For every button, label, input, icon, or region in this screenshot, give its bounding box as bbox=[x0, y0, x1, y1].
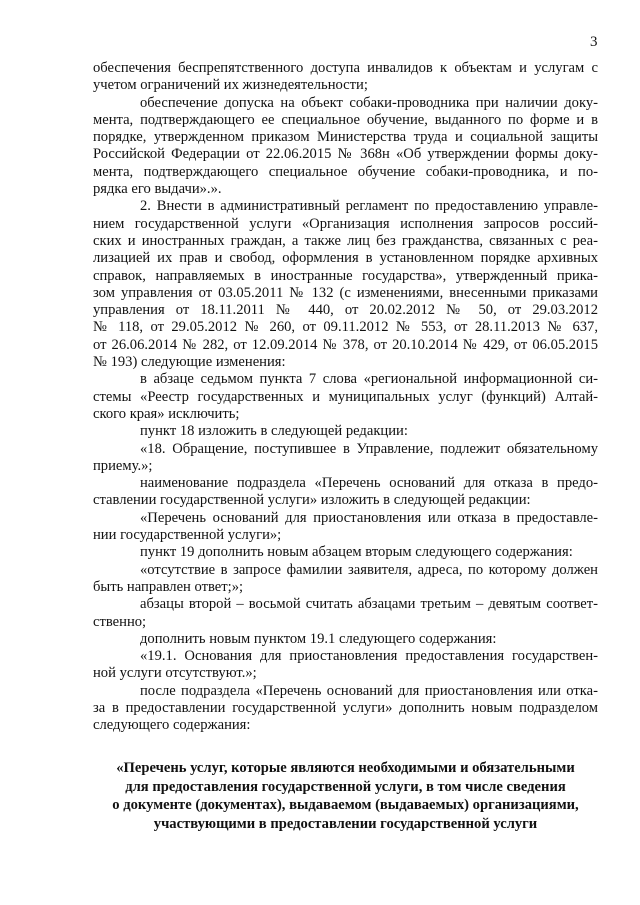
text-line: № 193) следующие изменения: bbox=[93, 354, 286, 371]
text-line: ной услуги отсутствуют.»; bbox=[93, 665, 257, 682]
heading-line: участвующими в предоставлении государственной услуги bbox=[153, 815, 538, 832]
text-line: № 118, от 29.05.2012 № 260, от 09.11.2012 № 553, от 28.11.2013 № 637, bbox=[93, 319, 598, 336]
text-line: Российской Федерации от 22.06.2015 № 368н «Об утверждении формы доку- bbox=[93, 146, 598, 163]
text-line: быть направлен ответ;»; bbox=[93, 578, 244, 595]
text-line: дополнить новым пунктом 19.1 следующего содержания: bbox=[140, 630, 497, 647]
document-body bbox=[93, 60, 598, 735]
heading-line: о документе (документах), выдаваемом (выдаваемых) организациями, bbox=[112, 797, 579, 813]
text-line: стемы «Реестр государственных и муниципальных услуг (функций) Алтай- bbox=[93, 388, 598, 405]
text-line: ских и иностранных граждан, а также лиц без гражданства, связанных с реа- bbox=[93, 232, 598, 249]
text-line: следующего содержания: bbox=[93, 717, 251, 734]
text-line: абзацы второй – восьмой считать абзацами третьим – девятым соответ- bbox=[140, 596, 598, 613]
text-line: обеспечения беспрепятственного доступа инвалидов к объектам и услугам с bbox=[93, 60, 598, 76]
text-line: лизацией их прав и свобод, оформления в установленном порядке архивных bbox=[93, 250, 598, 267]
heading-line: для предоставления государственной услуги, в том числе сведения bbox=[125, 778, 566, 795]
text-line: за в предоставлении государственной услуги» дополнить новым подразделом bbox=[93, 699, 598, 716]
text-line: «19.1. Основания для приостановления предоставления государствен- bbox=[140, 648, 598, 665]
text-line: «отсутствие в запросе фамилии заявителя, адреса, по которому должен bbox=[140, 561, 598, 578]
text-line: порядке, утвержденном приказом Министерства труда и социальной защиты bbox=[93, 129, 598, 146]
text-line: от 26.06.2014 № 282, от 12.09.2014 № 378, от 20.10.2014 № 429, от 06.05.2015 bbox=[93, 336, 598, 353]
text-line: ского края» исключить; bbox=[93, 405, 240, 422]
text-line: «18. Обращение, поступившее в Управление, подлежит обязательному bbox=[140, 440, 598, 457]
text-line: ставлении государственной услуги» изложить в следующей редакции: bbox=[93, 492, 531, 509]
text-line: «Перечень оснований для приостановления или отказа в предоставле- bbox=[140, 509, 598, 526]
text-line: управления от 18.11.2011 № 440, от 20.02.2012 № 50, от 29.03.2012 bbox=[93, 302, 598, 319]
text-line: наименование подраздела «Перечень оснований для отказа в предо- bbox=[140, 475, 598, 492]
text-line: мента, подтверждающего специальное обучение собаки-проводника, и по- bbox=[93, 163, 598, 180]
text-line: зом управления от 03.05.2011 № 132 (с изменениями, внесенными приказами bbox=[93, 284, 598, 301]
text-line: после подраздела «Перечень оснований для приостановления или отка- bbox=[140, 682, 598, 699]
text-line: нием государственной услуги «Организация исполнения запросов россий- bbox=[93, 215, 598, 232]
text-line: в абзаце седьмом пункта 7 слова «региональной информационной си- bbox=[140, 371, 598, 388]
text-line: обеспечение допуска на объект собаки-проводника при наличии доку- bbox=[140, 94, 598, 111]
page-number: 3 bbox=[590, 34, 598, 50]
text-line: пункт 19 дополнить новым абзацем вторым следующего содержания: bbox=[140, 544, 573, 561]
text-line: учетом ограничений их жизнедеятельности; bbox=[93, 77, 368, 94]
section-heading bbox=[93, 759, 598, 833]
text-line: мента, подтверждающего ее специальное обучение, выданного по форме и в bbox=[93, 111, 598, 128]
text-line: 2. Внести в административный регламент по предоставлению управле- bbox=[140, 198, 598, 215]
text-line: нии государственной услуги»; bbox=[93, 527, 282, 544]
text-line: рядка его выдачи».». bbox=[93, 181, 222, 198]
text-line: приему.»; bbox=[93, 457, 153, 474]
text-line: справок, направляемых в иностранные государства», утвержденный прика- bbox=[93, 267, 598, 284]
heading-line: «Перечень услуг, которые являются необходимыми и обязательными bbox=[116, 760, 575, 776]
text-line: ственно; bbox=[93, 613, 147, 630]
text-line: пункт 18 изложить в следующей редакции: bbox=[140, 423, 408, 440]
